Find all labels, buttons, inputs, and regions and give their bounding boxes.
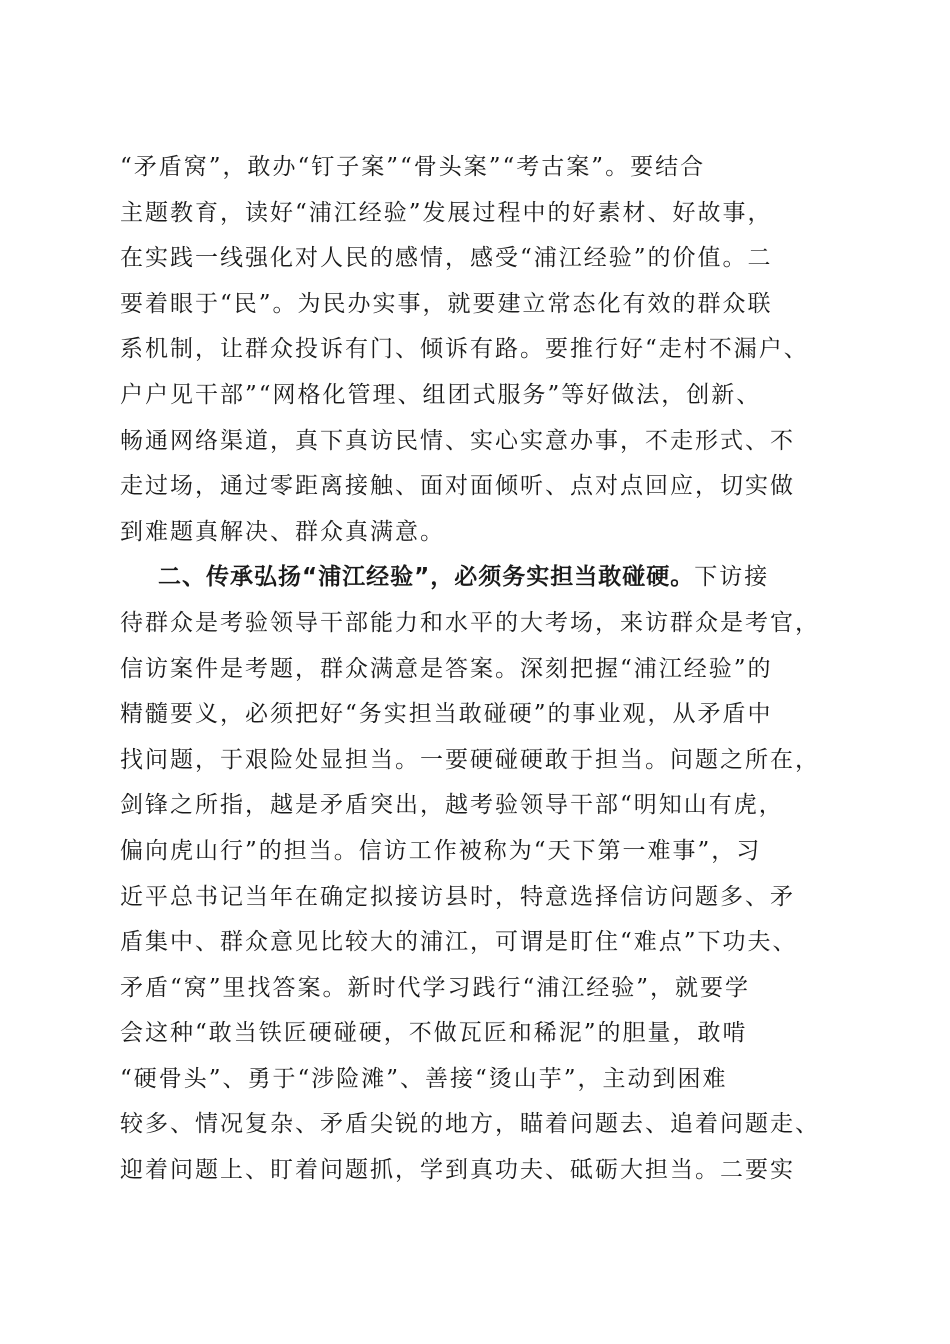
text-line: 要着眼于“民”。为民办实事，就要建立常态化有效的群众联 (120, 290, 773, 317)
text-line: 矛盾“窝”里找答案。新时代学习践行“浦江经验”，就要学 (120, 974, 751, 1001)
text-line: 剑锋之所指，越是矛盾突出，越考验领导干部“明知山有虎， (120, 792, 784, 819)
text-line: 主题教育，读好“浦江经验”发展过程中的好素材、好故事， (120, 199, 773, 226)
text-line: “矛盾窝”，敢办“钉子案”“骨头案”“考古案”。要结合 (120, 154, 706, 180)
section-heading: 二、传承弘扬“浦江经验”，必须务实担当敢碰硬。 (158, 564, 695, 591)
text-line: 待群众是考验领导干部能力和水平的大考场，来访群众是考官， (120, 609, 820, 636)
text-line: 找问题，于艰险处显担当。一要硬碰硬敢于担当。问题之所在， (120, 746, 820, 773)
body-text (120, 145, 840, 1194)
section-heading-line (120, 555, 840, 601)
text-line: 走过场，通过零距离接触、面对面倾听、点对点回应，切实做 (120, 473, 795, 500)
text-line: 会这种“敢当铁匠硬碰硬，不做瓦匠和稀泥”的胆量，敢啃 (120, 1020, 748, 1047)
text-line: 到难题真解决、群众真满意。 (120, 518, 445, 545)
heading-line-rest: 下访接 (694, 564, 770, 591)
text-line: 在实践一线强化对人民的感情，感受“浦江经验”的价值。二 (120, 245, 773, 272)
text-line: 信访案件是考题，群众满意是答案。深刻把握“浦江经验”的 (120, 655, 773, 682)
text-line: 迎着问题上、盯着问题抓，学到真功夫、砥砺大担当。二要实 (120, 1157, 795, 1184)
text-line: 系机制，让群众投诉有门、倾诉有路。要推行好“走村不漏户、 (120, 336, 809, 363)
text-line: 户户见干部”“网格化管理、组团式服务”等好做法，创新、 (120, 381, 762, 408)
text-line: 偏向虎山行”的担当。信访工作被称为“天下第一难事”，习 (120, 837, 762, 864)
text-line: 较多、情况复杂、矛盾尖锐的地方，瞄着问题去、追着问题走、 (120, 1111, 820, 1138)
text-line: “硬骨头”、勇于“涉险滩”、善接“烫山芋”，主动到困难 (120, 1065, 728, 1092)
text-line: 畅通网络渠道，真下真访民情、实心实意办事，不走形式、不 (120, 427, 795, 454)
text-line: 盾集中、群众意见比较大的浦江，可谓是盯住“难点”下功夫、 (120, 929, 798, 956)
text-line: 精髓要义，必须把好“务实担当敢碰硬”的事业观，从矛盾中 (120, 701, 773, 728)
text-line: 近平总书记当年在确定拟接访县时，特意选择信访问题多、矛 (120, 883, 795, 910)
